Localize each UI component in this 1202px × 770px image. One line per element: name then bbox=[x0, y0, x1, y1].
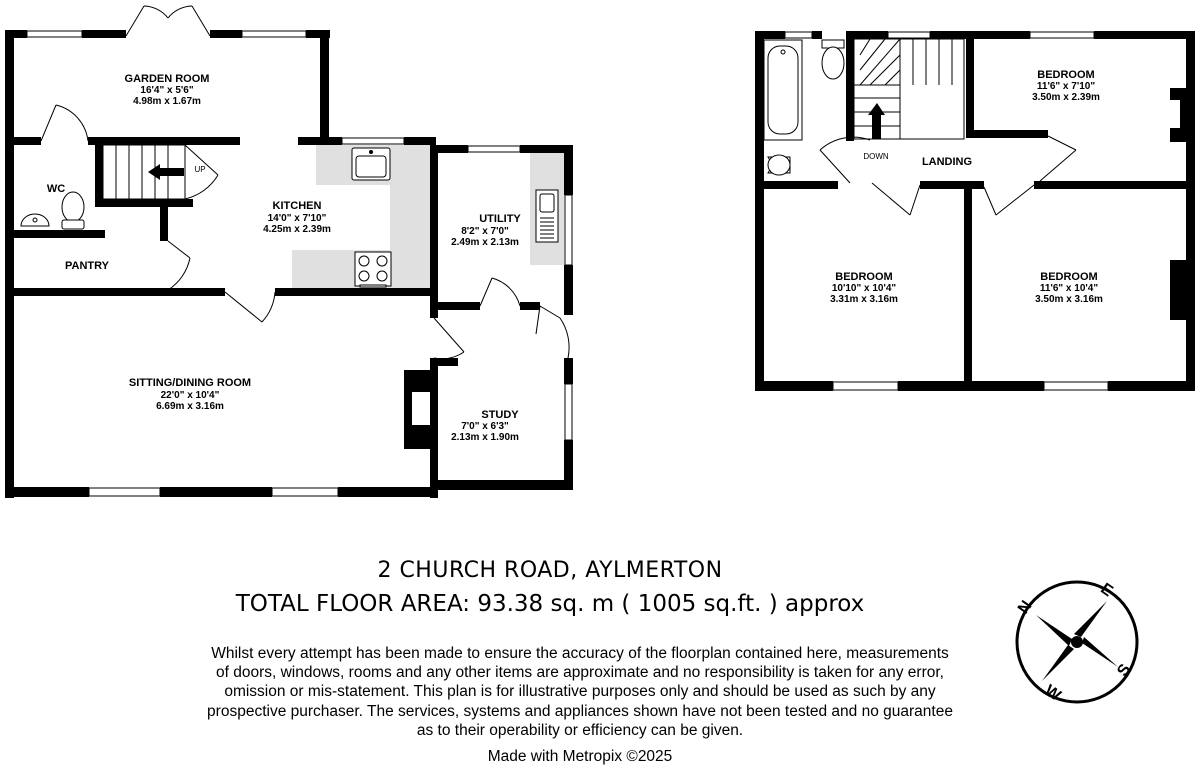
garden-room-metric: 4.98m x 1.67m bbox=[133, 96, 201, 107]
kitchen-name: KITCHEN bbox=[272, 200, 322, 212]
compass-rose-icon bbox=[1012, 577, 1142, 707]
stair-down-label: DOWN bbox=[863, 152, 889, 161]
wc-fittings bbox=[21, 192, 84, 229]
sitting-dining-imperial: 22'0" x 10'4" bbox=[160, 390, 220, 401]
utility-name: UTILITY bbox=[479, 213, 521, 225]
stair-up-label: UP bbox=[194, 165, 206, 174]
study-imperial: 7'0" x 6'3" bbox=[461, 421, 509, 432]
compass-s: S bbox=[1114, 661, 1135, 680]
bedroom-3-metric: 3.50m x 3.16m bbox=[1035, 294, 1103, 305]
pantry-name: PANTRY bbox=[65, 260, 109, 272]
ground-floor-doors bbox=[41, 6, 569, 359]
bedroom-2-imperial: 10'10" x 10'4" bbox=[831, 283, 897, 294]
bathroom-fittings bbox=[764, 40, 844, 175]
disclaimer-line: of doors, windows, rooms and any other items are approximate and no responsibility is taken for any error, bbox=[215, 664, 944, 682]
disclaimer-line: omission or mis-statement. This plan is for illustrative purposes only and should be used as such by any bbox=[224, 683, 936, 701]
credit: Made with Metropix ©2025 bbox=[487, 748, 673, 765]
study-metric: 2.13m x 1.90m bbox=[451, 432, 519, 443]
compass-w: W bbox=[1041, 682, 1064, 705]
compass-e: E bbox=[1097, 580, 1116, 601]
disclaimer-line: prospective purchaser. The services, systems and appliances shown have not been tested and no guarantee bbox=[207, 702, 953, 720]
garden-room-imperial: 16'4" x 5'6" bbox=[140, 85, 194, 96]
utility-imperial: 8'2" x 7'0" bbox=[461, 226, 509, 237]
bedroom-3-name: BEDROOM bbox=[1040, 271, 1098, 283]
disclaimer-line: as to their operability or efficiency can be given. bbox=[416, 721, 744, 739]
landing-name: LANDING bbox=[921, 156, 973, 168]
bedroom-3-imperial: 11'6" x 10'4" bbox=[1039, 283, 1099, 294]
first-floor-walls bbox=[755, 31, 1195, 391]
stair-down-arrow bbox=[868, 103, 885, 139]
bedroom-2-name: BEDROOM bbox=[835, 271, 893, 283]
kitchen-imperial: 14'0" x 7'10" bbox=[267, 213, 327, 224]
disclaimer bbox=[130, 644, 1030, 740]
stair-direction-arrow bbox=[148, 164, 184, 180]
study-name: STUDY bbox=[481, 409, 519, 421]
compass-n: N bbox=[1015, 597, 1036, 618]
bedroom-1-name: BEDROOM bbox=[1037, 69, 1095, 81]
property-address: 2 CHURCH ROAD, AYLMERTON bbox=[377, 558, 723, 583]
first-floor-stairs bbox=[854, 39, 964, 139]
disclaimer-line: Whilst every attempt has been made to ensure the accuracy of the floorplan contained here, measurements bbox=[211, 645, 949, 662]
sitting-dining-metric: 6.69m x 3.16m bbox=[156, 401, 224, 412]
bedroom-1-imperial: 11'6" x 7'10" bbox=[1036, 81, 1096, 92]
kitchen-sink bbox=[352, 148, 390, 180]
wc-name: WC bbox=[46, 183, 66, 195]
utility-metric: 2.49m x 2.13m bbox=[451, 237, 519, 248]
kitchen-worktop bbox=[292, 145, 564, 288]
garden-room-name: GARDEN ROOM bbox=[124, 73, 210, 85]
utility-sink bbox=[536, 190, 558, 242]
first-floor bbox=[755, 31, 1195, 391]
sitting-dining-name: SITTING/DINING ROOM bbox=[128, 377, 252, 389]
bedroom-1-metric: 3.50m x 2.39m bbox=[1032, 92, 1100, 103]
bedroom-2-metric: 3.31m x 3.16m bbox=[830, 294, 898, 305]
total-floor-area: TOTAL FLOOR AREA: 93.38 sq. m ( 1005 sq.ft. ) approx bbox=[235, 591, 865, 617]
kitchen-hob bbox=[355, 252, 391, 287]
kitchen-metric: 4.25m x 2.39m bbox=[263, 224, 331, 235]
first-floor-doors bbox=[820, 136, 1076, 215]
